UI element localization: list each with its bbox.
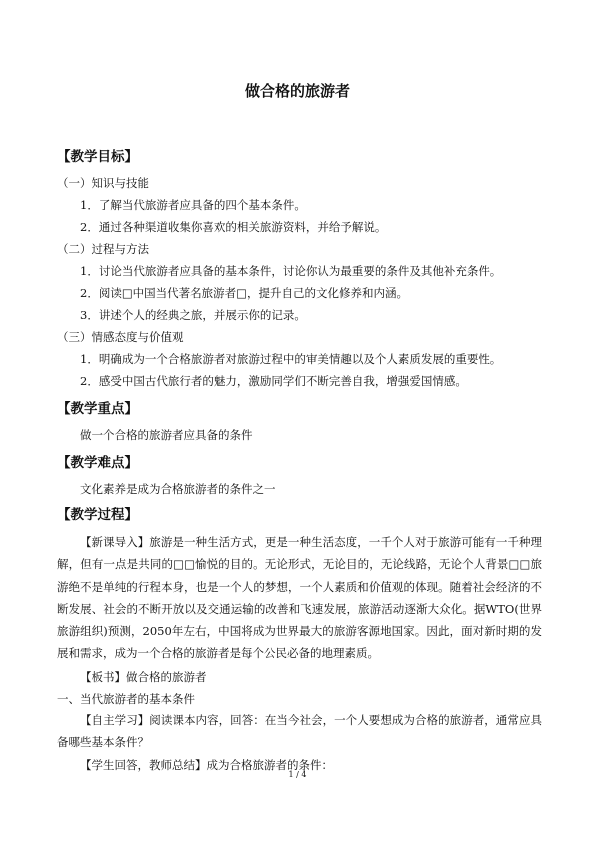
objective-item: 1．讨论当代旅游者应具备的基本条件，讨论你认为最重要的条件及其他补充条件。 [80, 264, 502, 278]
objective-item: 1．明确成为一个合格旅游者对旅游过程中的审美情趣以及个人素质发展的重要性。 [80, 352, 502, 366]
subheading-basic-conditions: 一、当代旅游者的基本条件 [57, 692, 195, 706]
objective-item: 2．阅读□中国当代著名旅游者□，提升自己的文化修养和内涵。 [80, 286, 409, 300]
self-study-paragraph: 【自主学习】阅读课本内容，回答：在当今社会，一个人要想成为合格的旅游者，通常应具备哪些基本条件？ [57, 713, 542, 750]
answer-line: 【学生回答，教师总结】成为合格旅游者的条件： [80, 758, 333, 772]
document-title: 做合格的旅游者 [244, 82, 350, 100]
objective-item: 2．通过各种渠道收集你喜欢的相关旅游资料，并给予解说。 [80, 220, 387, 234]
objective-item: 3．讲述个人的经典之旅，并展示你的记录。 [80, 308, 306, 322]
heading-objectives: 【教学目标】 [57, 149, 138, 165]
key-points-text: 做一个合格的旅游者应具备的条件 [80, 428, 253, 442]
objective-group-1: （一）知识与技能 [57, 176, 149, 190]
heading-difficulties: 【教学难点】 [57, 455, 138, 471]
intro-paragraph: 【新课导入】旅游是一种生活方式，更是一种生活态度，一千个人对于旅游可能有一千种理解，但有一点是共同的□□愉悦的目的。无论形式，无论目的，无论线路，无论个人背景□□旅游绝不是单纯的行程本身，也是一个人的梦想，一个人素质和价值观的体现。随着社会经济的不断发展、社会的不断开放以及交通运输的改善和飞速发展，旅游活动逐渐大众化。据WTO(世界旅游组织)预测，2050年左右，中国将成为世界最大的旅游客源地国家。因此，面对新时期的发展和需求，成为一个合格的旅游者是每个公民必备的地理素质。 [57, 535, 542, 661]
objective-group-3: （三）情感态度与价值观 [57, 330, 184, 344]
heading-key-points: 【教学重点】 [57, 401, 138, 417]
objective-item: 2．感受中国古代旅行者的魅力，激励同学们不断完善自我，增强爱国情感。 [80, 374, 467, 388]
objective-group-2: （二）过程与方法 [57, 242, 149, 256]
board-note: 【板书】做合格的旅游者 [80, 670, 207, 684]
page-number: 1 / 4 [288, 770, 307, 779]
difficulties-text: 文化素养是成为合格旅游者的条件之一 [80, 482, 276, 496]
heading-process: 【教学过程】 [57, 507, 138, 523]
objective-item: 1．了解当代旅游者应具备的四个基本条件。 [80, 198, 306, 212]
